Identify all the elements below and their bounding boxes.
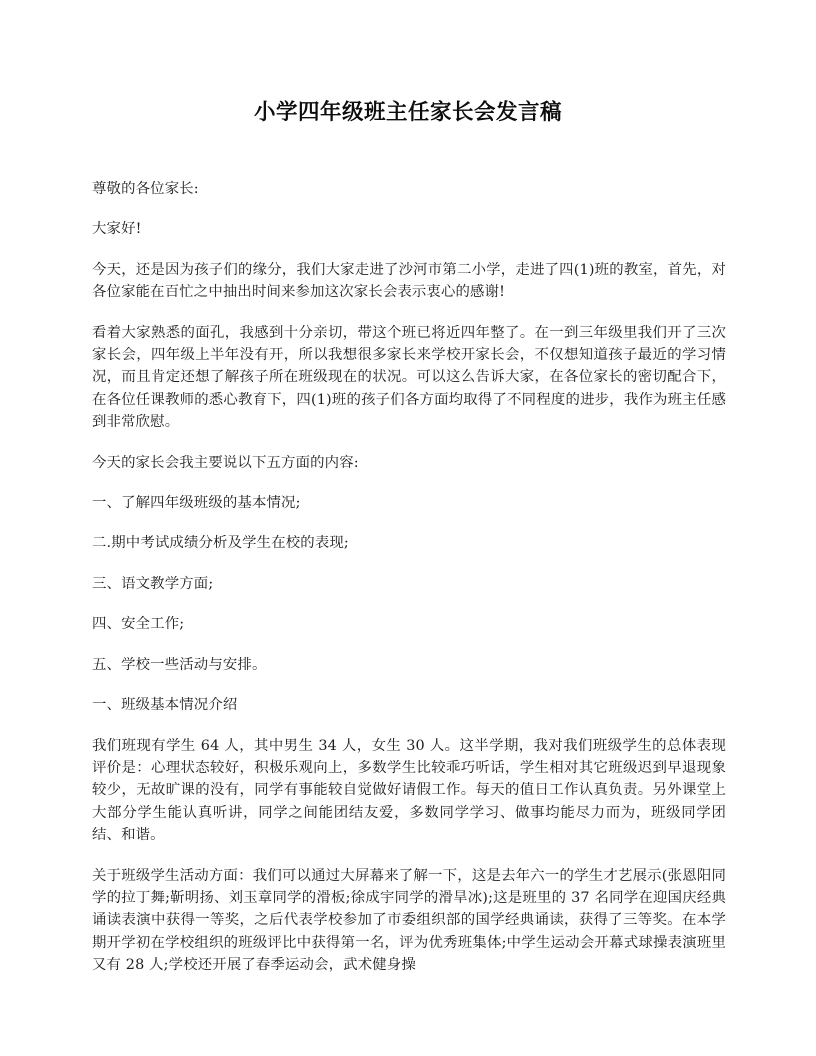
- paragraph-opening: 今天，还是因为孩子们的缘分，我们大家走进了沙河市第二小学，走进了四(1)班的教室，首先，对各位家能在百忙之中抽出时间来参加这次家长会表示衷心的感谢!: [92, 261, 726, 301]
- paragraph-background: 看着大家熟悉的面孔，我感到十分亲切，带这个班已将近四年整了。在一到三年级里我们开了三次家长会，四年级上半年没有开，所以我想很多家长来学校开家长会，不仅想知道孩子最近的学习情况，而且肯定还想了解孩子所在班级现在的状况。可以这么告诉大家，在各位家长的密切配合下，在各位任课教师的悉心教育下，四(1)班的孩子们各方面均取得了不同程度的进步，我作为班主任感到非常欣慰。: [92, 324, 726, 431]
- paragraph-salutation: 尊敬的各位家长:: [92, 181, 199, 197]
- paragraph-class-activities: 关于班级学生活动方面：我们可以通过大屏幕来了解一下，这是去年六一的学生才艺展示(张恩阳同学的拉丁舞;靳明扬、刘玉章同学的滑板;徐成宇同学的滑旱冰);这是班里的 37 名同学在迎国庆经典诵读表演中获得一等奖，之后代表学校参加了市委组织部的国学经典诵读，获得了三等奖。在本学期开学初在学校组织的班级评比中获得第一名，评为优秀班集体;中学生运动会开幕式球操表演班里又有 28 人;学校还开展了春季运动会，武术健身操: [92, 867, 726, 974]
- section-heading-class-overview: 一、班级基本情况介绍: [92, 697, 238, 714]
- paragraph-greeting: 大家好!: [92, 221, 142, 238]
- agenda-item-2: 二.期中考试成绩分析及学生在校的表现;: [92, 535, 349, 552]
- page-title: 小学四年级班主任家长会发言稿: [253, 100, 562, 125]
- agenda-item-4: 四、安全工作;: [92, 616, 185, 633]
- paragraph-agenda-intro: 今天的家长会我主要说以下五方面的内容:: [92, 454, 359, 471]
- paragraph-class-statistics: 我们班现有学生 64 人，其中男生 34 人，女生 30 人。这半学期，我对我们班级学生的总体表现评价是：心理状态较好，积极乐观向上，多数学生比较乖巧听话，学生相对其它班级迟到早退现象较少，无故旷课的没有，同学有事能较自觉做好请假工作。每天的值日工作认真负责。另外课堂上大部分学生能认真听讲，同学之间能团结友爱，多数同学学习、做事均能尽力而为，班级同学团结、和谐。: [92, 737, 726, 844]
- document-body: [92, 178, 726, 977]
- agenda-item-3: 三、语文教学方面;: [92, 575, 214, 592]
- agenda-item-1: 一、了解四年级班级的基本情况;: [92, 495, 301, 512]
- agenda-item-5: 五、学校一些活动与安排。: [92, 656, 267, 673]
